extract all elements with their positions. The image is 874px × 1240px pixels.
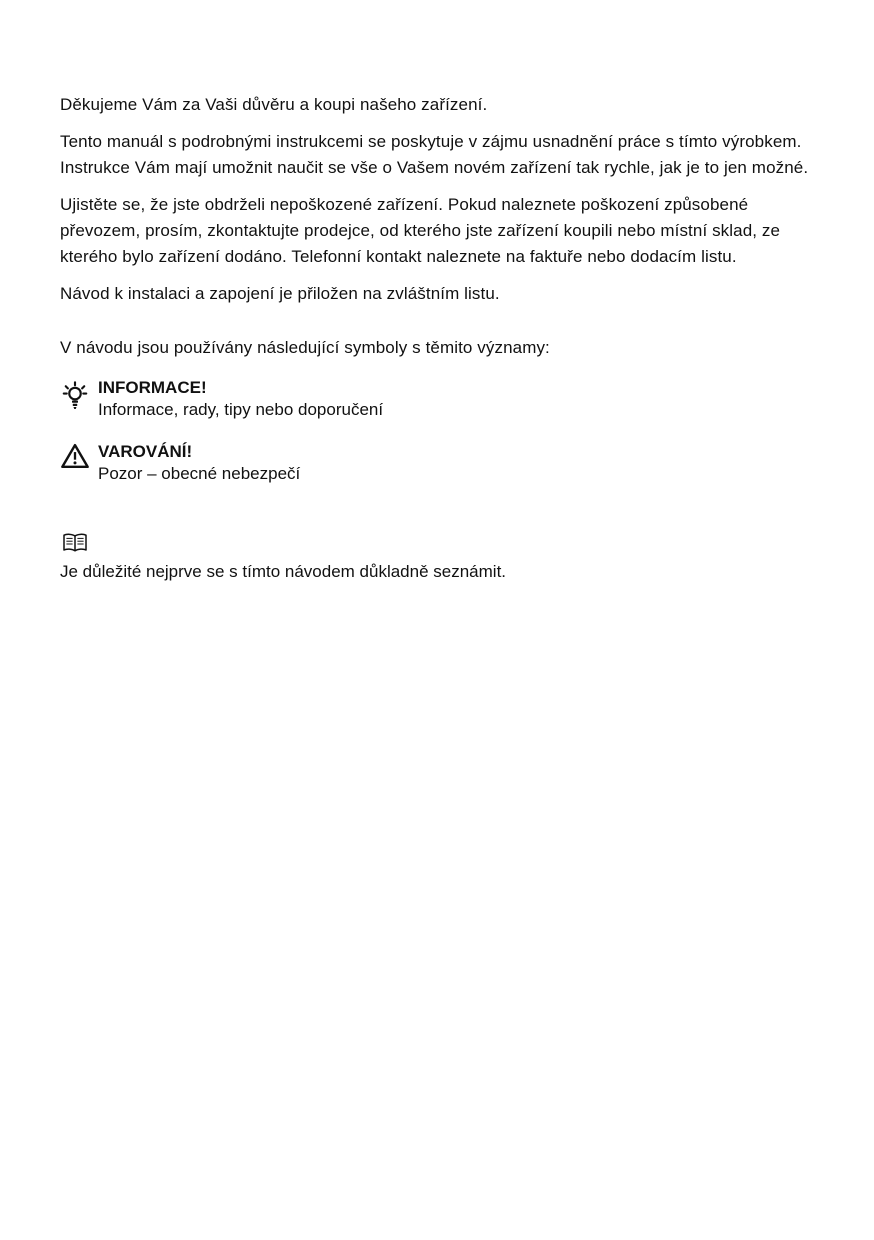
symbol-warning-title: VAROVÁNÍ! — [98, 442, 193, 461]
warning-triangle-icon — [60, 441, 98, 470]
symbol-warning-description: Pozor – obecné nebezpečí — [98, 464, 301, 483]
symbol-info-row — [60, 377, 816, 421]
paragraph-install-note: Návod k instalaci a zapojení je přiložen na zvláštním listu. — [60, 284, 500, 303]
symbol-info-title: INFORMACE! — [98, 378, 207, 397]
read-manual-note: Je důležité nejprve se s tímto návodem důkladně seznámit. — [60, 562, 507, 581]
symbol-info-description: Informace, rady, tipy nebo doporučení — [98, 400, 384, 419]
paragraph-symbols-intro: V návodu jsou používány následující symboly s těmito významy: — [60, 338, 550, 357]
paragraph-manual-purpose: Tento manuál s podrobnými instrukcemi se poskytuje v zájmu usnadnění práce s tímto výrobkem. Instrukce Vám mají umožnit naučit se vše o Vašem novém zařízení tak rychle, jak je to jen možné. — [60, 132, 809, 177]
symbol-info-text — [98, 377, 816, 421]
paragraph-damage-check: Ujistěte se, že jste obdrželi nepoškozené zařízení. Pokud naleznete poškození způsobené převozem, prosím, zkontaktujte prodejce, od kterého jste zařízení koupili nebo místní sklad, ze kterého bylo zařízení dodáno. Telefonní kontakt naleznete na faktuře nebo dodacím listu. — [60, 195, 781, 266]
read-manual-block — [60, 531, 816, 585]
symbol-warning-row — [60, 441, 816, 485]
open-book-icon — [61, 531, 816, 555]
lightbulb-icon — [60, 377, 98, 414]
paragraph-thanks: Děkujeme Vám za Vaši důvěru a koupi našeho zařízení. — [60, 95, 488, 114]
symbol-warning-text — [98, 441, 816, 485]
